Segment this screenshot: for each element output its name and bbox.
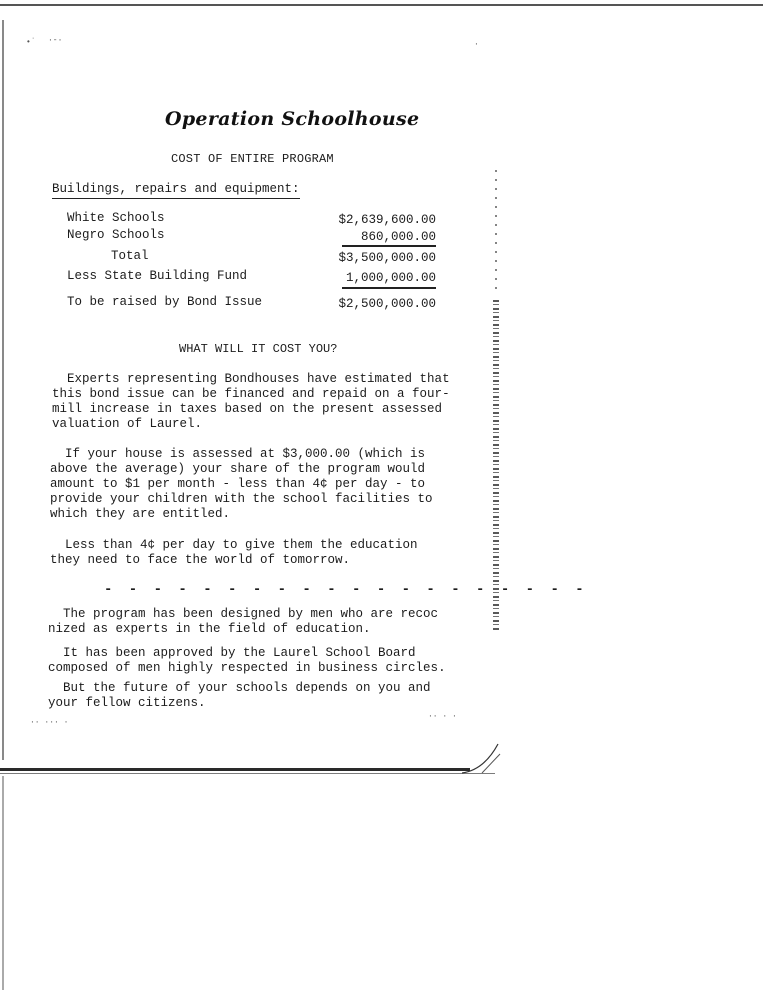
scan-speck: ·· ··· ·	[30, 718, 69, 727]
line-item-amount: $2,500,000.00	[338, 297, 436, 311]
scan-speck: ·-·	[48, 36, 63, 45]
page-bottom-edge	[0, 768, 470, 771]
line-item-amount: $2,639,600.00	[338, 213, 436, 227]
page-left-edge	[2, 20, 4, 760]
paragraph: Less than 4¢ per day to give them the education they need to face the world of tomorrow.	[50, 538, 418, 567]
binding-strip	[493, 300, 499, 630]
line-item-amount: $3,500,000.00	[338, 251, 436, 265]
divider-line: - - - - - - - - - - - - - - - - - - - -	[104, 582, 588, 598]
scan-speck: ·	[474, 40, 479, 49]
document-title: Operation Schoolhouse	[165, 108, 420, 130]
question-heading: WHAT WILL IT COST YOU?	[179, 342, 338, 356]
sum-rule	[342, 287, 436, 289]
paragraph: It has been approved by the Laurel School Board composed of men highly respected in business circles.	[48, 646, 446, 675]
page-curl-corner	[462, 740, 502, 774]
line-item-label: Total	[111, 249, 149, 263]
line-item-amount: 1,000,000.00	[345, 271, 436, 285]
lower-left-edge	[2, 776, 4, 990]
scan-speck: ·· · ·	[428, 712, 457, 721]
scan-speck: •˙	[26, 38, 36, 47]
binding-strip-upper	[495, 170, 497, 290]
paragraph: If your house is assessed at $3,000.00 (which is above the average) your share of the program would amount to $1 per month - less than 4¢ per day - to provide your children with the school facilities to which they are entitled.	[50, 447, 433, 521]
paragraph: The program has been designed by men who are recoc nized as experts in the field of education.	[48, 607, 439, 636]
paragraph: Experts representing Bondhouses have estimated that this bond issue can be financed and repaid on a four- mill increase in taxes based on the present assessed valuation of Laurel.	[52, 372, 450, 431]
line-item-label: To be raised by Bond Issue	[67, 295, 263, 309]
line-item-label: Negro Schools	[67, 228, 165, 242]
line-item-amount: 860,000.00	[360, 230, 436, 244]
line-item-label: White Schools	[67, 211, 165, 225]
section-heading: Buildings, repairs and equipment:	[52, 182, 300, 199]
document-subtitle: COST OF ENTIRE PROGRAM	[171, 152, 334, 166]
paragraph: But the future of your schools depends on you and your fellow citizens.	[48, 681, 431, 710]
sum-rule	[342, 245, 436, 247]
line-item-label: Less State Building Fund	[67, 269, 248, 283]
page-bottom-edge-shadow	[0, 773, 495, 774]
page-top-edge	[0, 4, 763, 6]
